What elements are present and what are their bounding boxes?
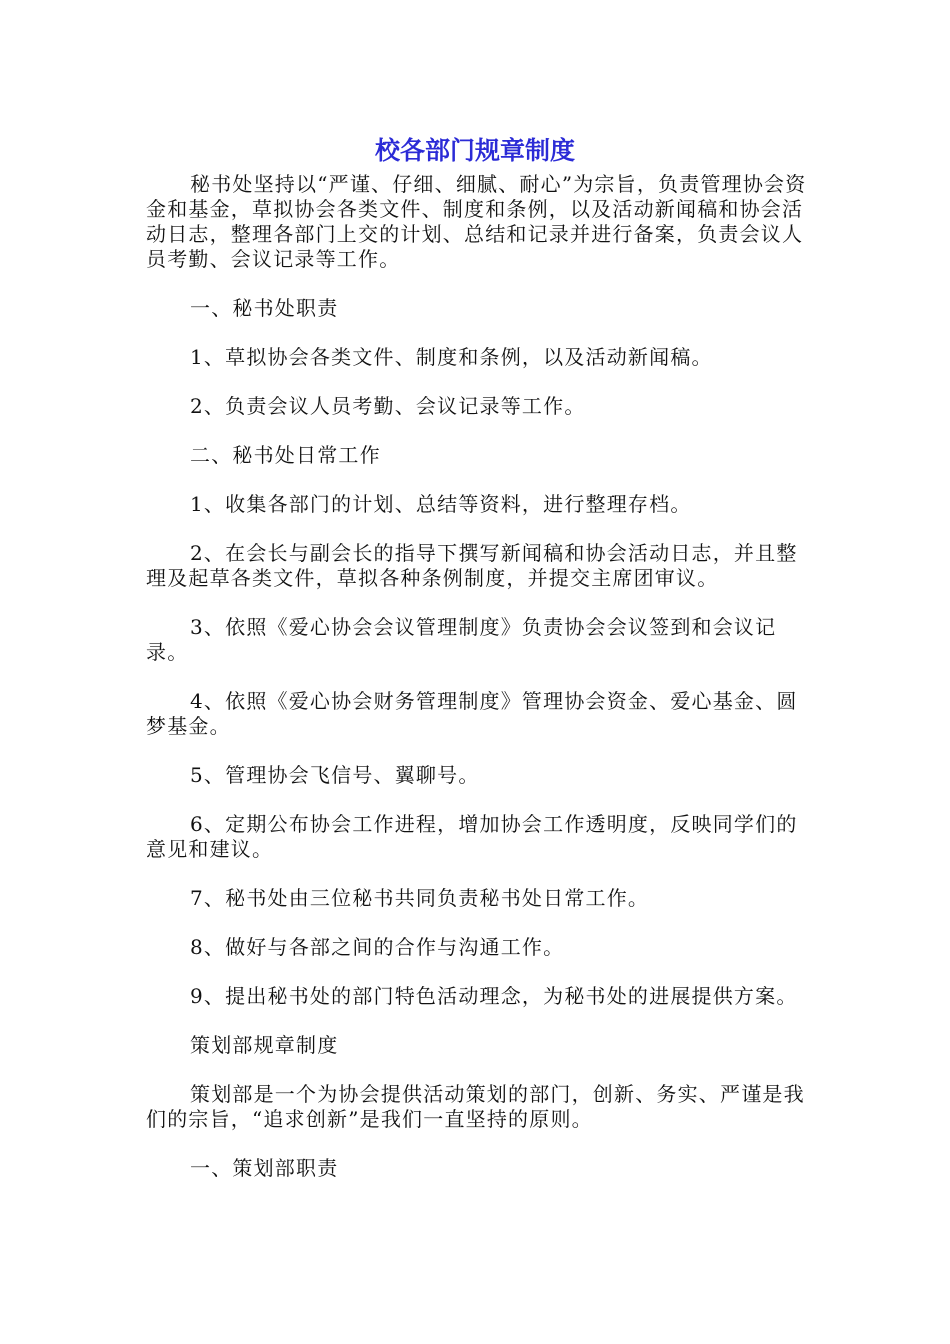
intro-paragraph: 秘书处坚持以“严谨、仔细、细腻、耐心”为宗旨，负责管理协会资金和基金，草拟协会各类文件、制度和条例，以及活动新闻稿和协会活动日志，整理各部门上交的计划、总结和记录并进行备案，负责会议人员考勤、会议记录等工作。 <box>146 172 807 271</box>
list-item: 2、负责会议人员考勤、会议记录等工作。 <box>190 394 586 418</box>
list-item: 9、提出秘书处的部门特色活动理念，为秘书处的进展提供方案。 <box>190 984 798 1008</box>
section-title: 策划部规章制度 <box>190 1033 339 1057</box>
list-item: 2、在会长与副会长的指导下撰写新闻稿和协会活动日志，并且整理及起草各类文件，草拟各种条例制度，并提交主席团审议。 <box>146 541 798 590</box>
list-item: 1、草拟协会各类文件、制度和条例，以及活动新闻稿。 <box>190 345 713 369</box>
intro-paragraph: 策划部是一个为协会提供活动策划的部门，创新、务实、严谨是我们的宗旨，“追求创新”是我们一直坚持的原则。 <box>146 1082 805 1131</box>
list-item: 6、定期公布协会工作进程，增加协会工作透明度，反映同学们的意见和建议。 <box>146 812 798 861</box>
list-item: 7、秘书处由三位秘书共同负责秘书处日常工作。 <box>190 886 650 910</box>
list-item: 4、依照《爱心协会财务管理制度》管理协会资金、爱心基金、圆梦基金。 <box>146 689 798 738</box>
section-heading: 一、策划部职责 <box>190 1156 339 1180</box>
list-item: 5、管理协会飞信号、翼聊号。 <box>190 763 480 787</box>
section-heading: 二、秘书处日常工作 <box>190 443 381 467</box>
document-title: 校各部门规章制度 <box>374 136 575 165</box>
list-item: 3、依照《爱心协会会议管理制度》负责协会会议签到和会议记录。 <box>146 615 777 664</box>
document-body <box>146 172 810 1181</box>
list-item: 8、做好与各部之间的合作与沟通工作。 <box>190 935 565 959</box>
list-item: 1、收集各部门的计划、总结等资料，进行整理存档。 <box>190 492 692 516</box>
section-heading: 一、秘书处职责 <box>190 296 339 320</box>
